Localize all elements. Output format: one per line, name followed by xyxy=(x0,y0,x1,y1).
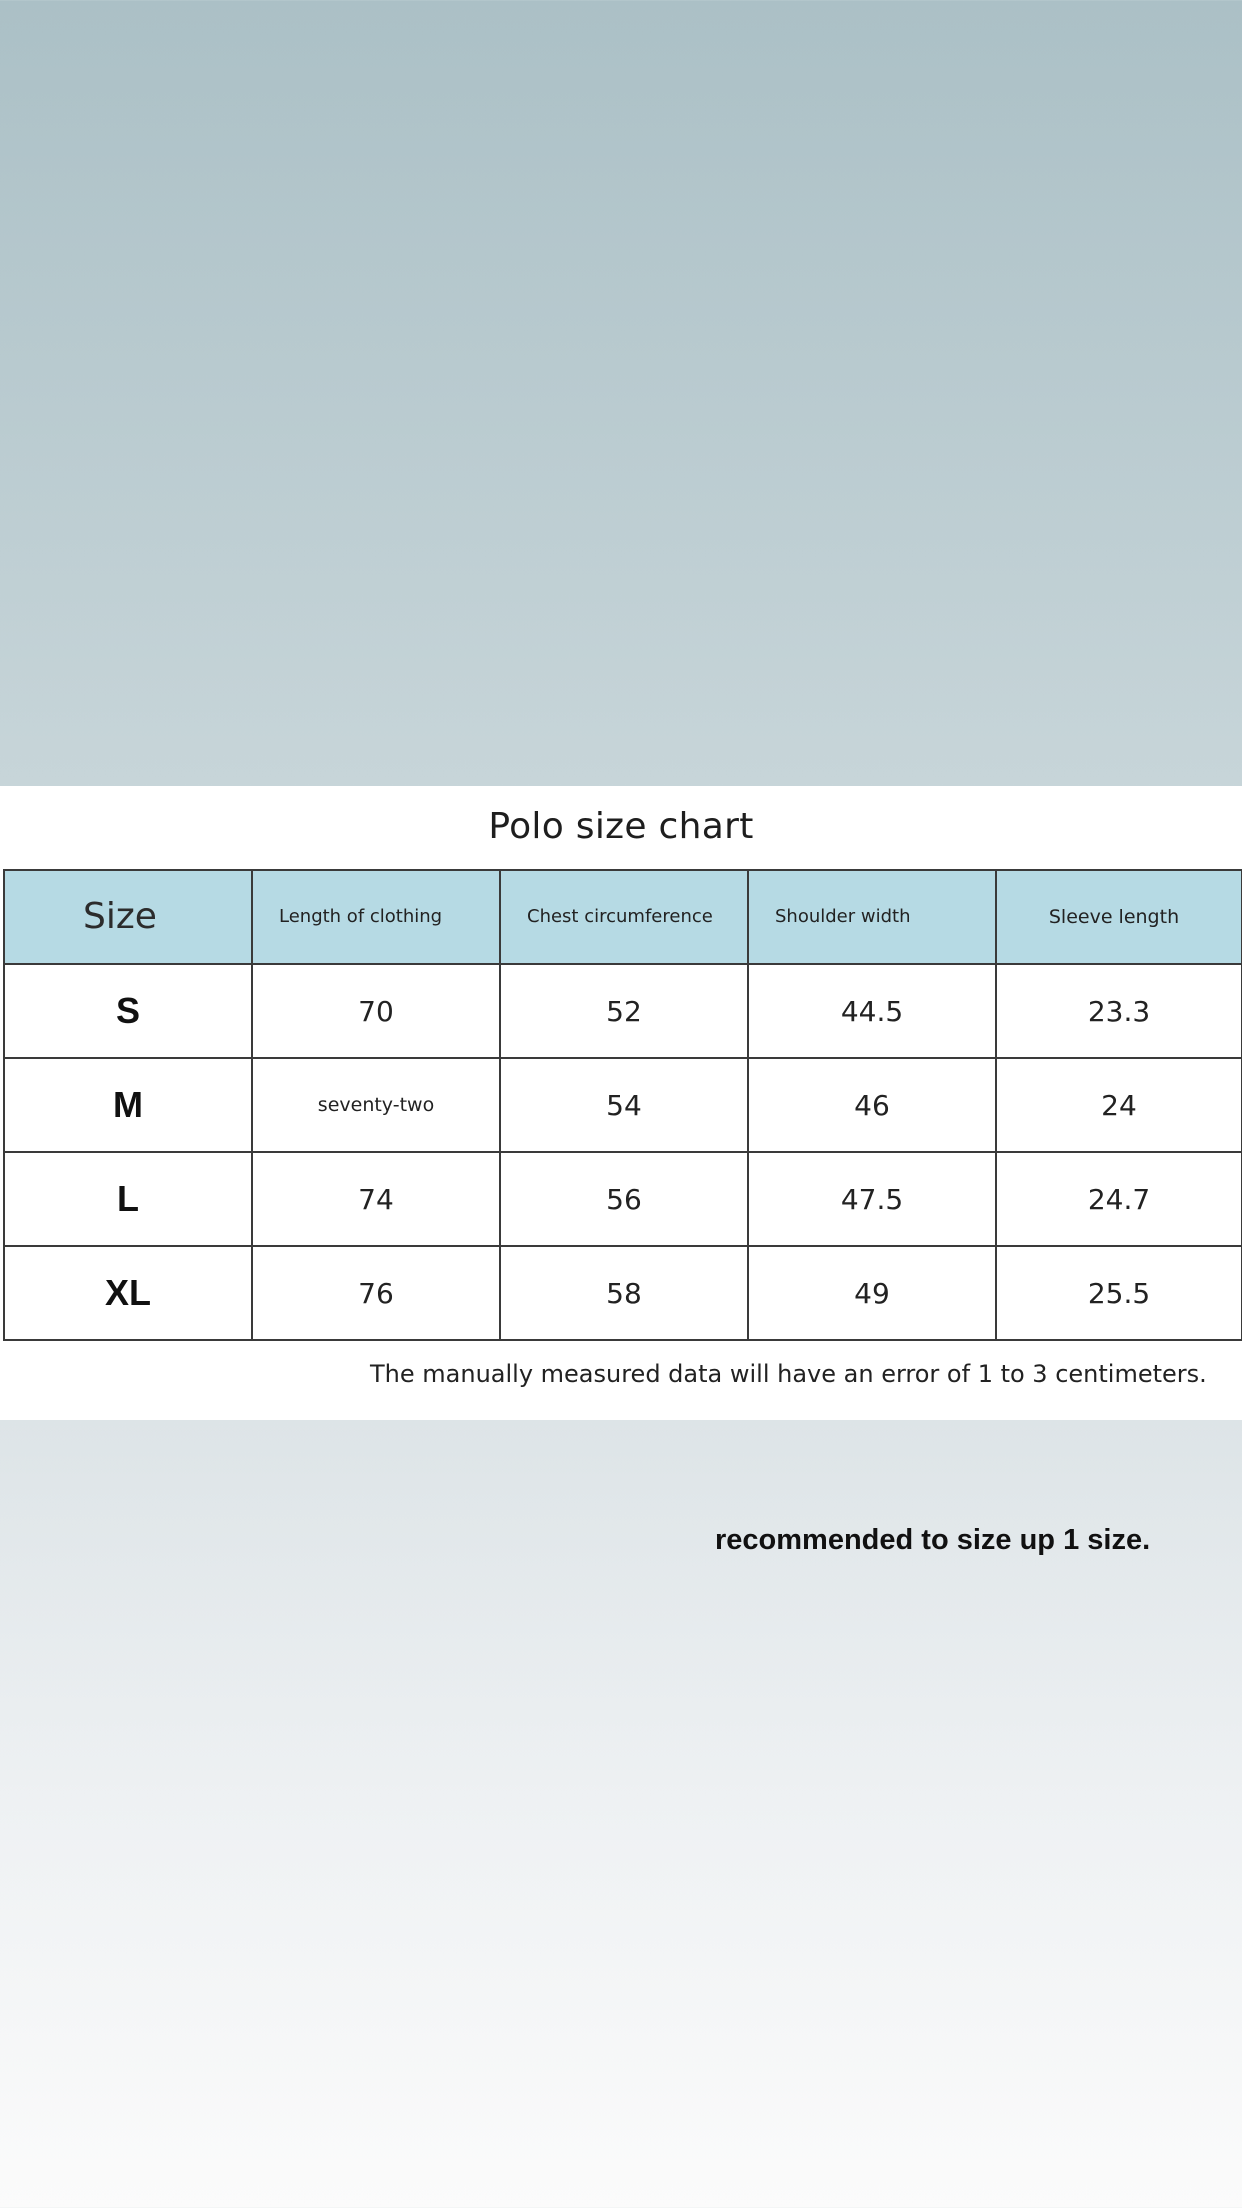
shoulder-cell: 47.5 xyxy=(748,1152,996,1246)
size-table xyxy=(3,869,1242,1341)
size-cell: S xyxy=(4,964,252,1058)
length-cell: 70 xyxy=(252,964,500,1058)
table-row xyxy=(4,1246,1242,1340)
header-size: Size xyxy=(4,870,252,964)
chest-cell: 54 xyxy=(500,1058,748,1152)
table-header-row xyxy=(4,870,1242,964)
sleeve-cell: 24.7 xyxy=(996,1152,1242,1246)
length-cell: seventy-two xyxy=(252,1058,500,1152)
size-cell: M xyxy=(4,1058,252,1152)
length-cell: 74 xyxy=(252,1152,500,1246)
measurement-note: The manually measured data will have an error of 1 to 3 centimeters. xyxy=(370,1360,1207,1388)
chart-title: Polo size chart xyxy=(488,806,754,847)
header-sleeve: Sleeve length xyxy=(996,870,1242,964)
shoulder-cell: 49 xyxy=(748,1246,996,1340)
shoulder-cell: 44.5 xyxy=(748,964,996,1058)
chest-cell: 58 xyxy=(500,1246,748,1340)
header-shoulder: Shoulder width xyxy=(748,870,996,964)
header-chest: Chest circumference xyxy=(500,870,748,964)
sleeve-cell: 25.5 xyxy=(996,1246,1242,1340)
header-length: Length of clothing xyxy=(252,870,500,964)
sleeve-cell: 23.3 xyxy=(996,964,1242,1058)
table-row xyxy=(4,964,1242,1058)
size-chart-card xyxy=(0,786,1242,1420)
chest-cell: 52 xyxy=(500,964,748,1058)
chest-cell: 56 xyxy=(500,1152,748,1246)
size-cell: XL xyxy=(4,1246,252,1340)
size-recommendation: recommended to size up 1 size. xyxy=(715,1524,1151,1556)
table-row xyxy=(4,1152,1242,1246)
length-cell: 76 xyxy=(252,1246,500,1340)
size-cell: L xyxy=(4,1152,252,1246)
shoulder-cell: 46 xyxy=(748,1058,996,1152)
table-row xyxy=(4,1058,1242,1152)
sleeve-cell: 24 xyxy=(996,1058,1242,1152)
